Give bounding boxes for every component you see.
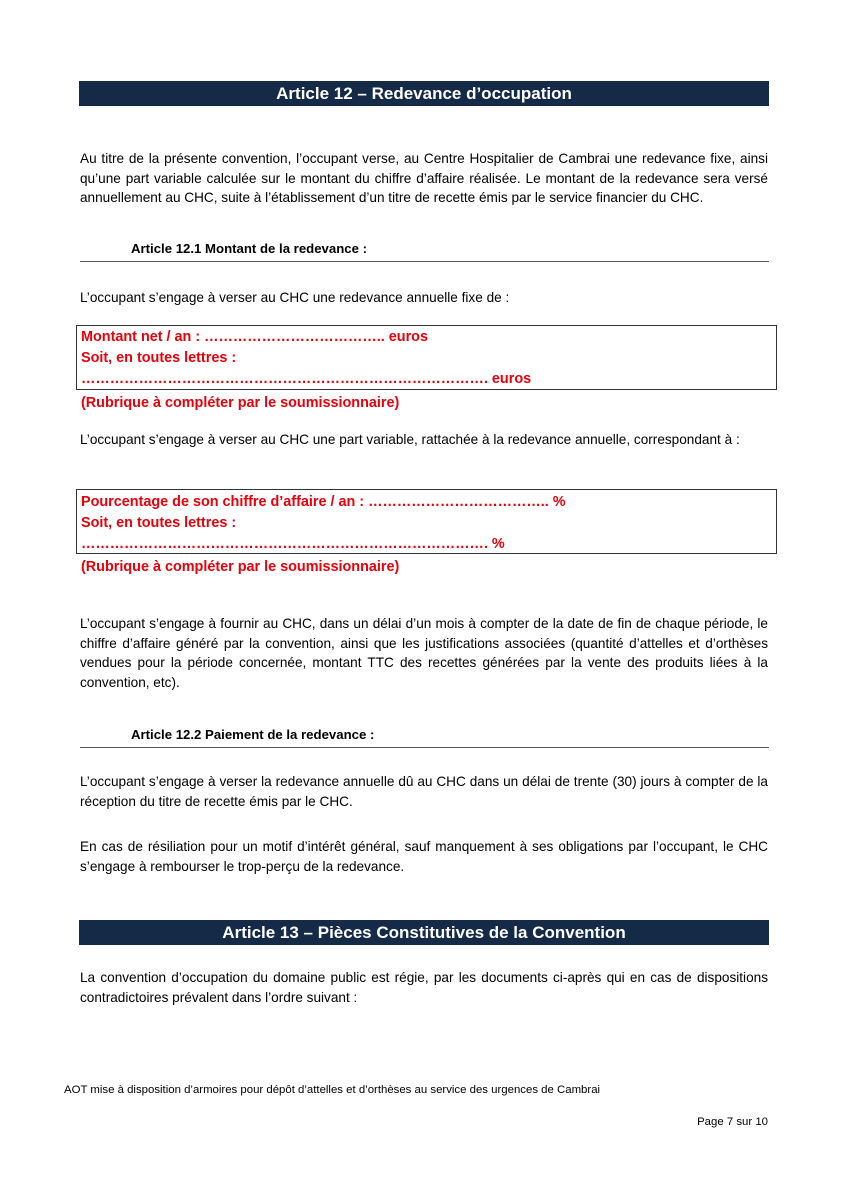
fixed-fee-words-line: …………………………………………………………………………. euros	[81, 371, 532, 387]
fixed-fee-amount-line: Montant net / an : ……………………………….. euros	[81, 329, 428, 345]
reporting-text: L’occupant s’engage à fournir au CHC, dans un délai d’un mois à compter de la date de fin de chaque période, le chiffre d’affaire généré par la convention, ainsi que les justifications associées (quantité d’attelles et d’orthèses vendues pour la période concernée, montant TTC des recettes générées par la vente des produits liées à la convention, etc).	[80, 616, 768, 690]
fixed-fee-text: L’occupant s’engage à verser au CHC une redevance annuelle fixe de :	[80, 290, 510, 305]
variable-fee-text: L’occupant s’engage à verser au CHC une part variable, rattachée à la redevance annuelle, correspondant à :	[80, 432, 740, 447]
fixed-fee-words-label: Soit, en toutes lettres :	[81, 350, 237, 366]
variable-fee-words-line: …………………………………………………………………………. %	[81, 536, 505, 552]
variable-fee-percent-line: Pourcentage de son chiffre d’affaire / an : ……………………………….. %	[81, 494, 566, 510]
article-12-title: Article 12 – Redevance d’occupation	[79, 81, 769, 106]
variable-fee-words-label: Soit, en toutes lettres :	[81, 515, 237, 531]
article-12-2-heading: Article 12.2 Paiement de la redevance :	[80, 726, 769, 748]
article-13-title: Article 13 – Pièces Constitutives de la Convention	[79, 920, 769, 945]
variable-fee-note: (Rubrique à compléter par le soumissionnaire)	[81, 559, 400, 575]
payment-text: L’occupant s’engage à verser la redevance annuelle dû au CHC dans un délai de trente (30) jours à compter de la réception du titre de recette émis par le CHC.	[80, 774, 768, 809]
article-12-intro: Au titre de la présente convention, l’occupant verse, au Centre Hospitalier de Cambrai une redevance fixe, ainsi qu’une part variable calculée sur le montant du chiffre d’affaire réalisée. Le montant de la redevance sera versé annuellement au CHC, suite à l’établissement d’un titre de recette émis par le service financier du CHC.	[80, 151, 768, 205]
article-13-intro: La convention d’occupation du domaine public est régie, par les documents ci-après qui en cas de dispositions contradictoires prévalent dans l’ordre suivant :	[80, 970, 768, 1005]
termination-text: En cas de résiliation pour un motif d’intérêt général, sauf manquement à ses obligations par l’occupant, le CHC s’engage à rembourser le trop-perçu de la redevance.	[80, 839, 768, 874]
fixed-fee-note: (Rubrique à compléter par le soumissionnaire)	[81, 395, 400, 411]
footer-description: AOT mise à disposition d’armoires pour dépôt d’attelles et d’orthèses au service des urgences de Cambrai	[64, 1084, 601, 1096]
page-number: Page 7 sur 10	[697, 1116, 768, 1128]
article-12-1-heading: Article 12.1 Montant de la redevance :	[80, 240, 769, 262]
